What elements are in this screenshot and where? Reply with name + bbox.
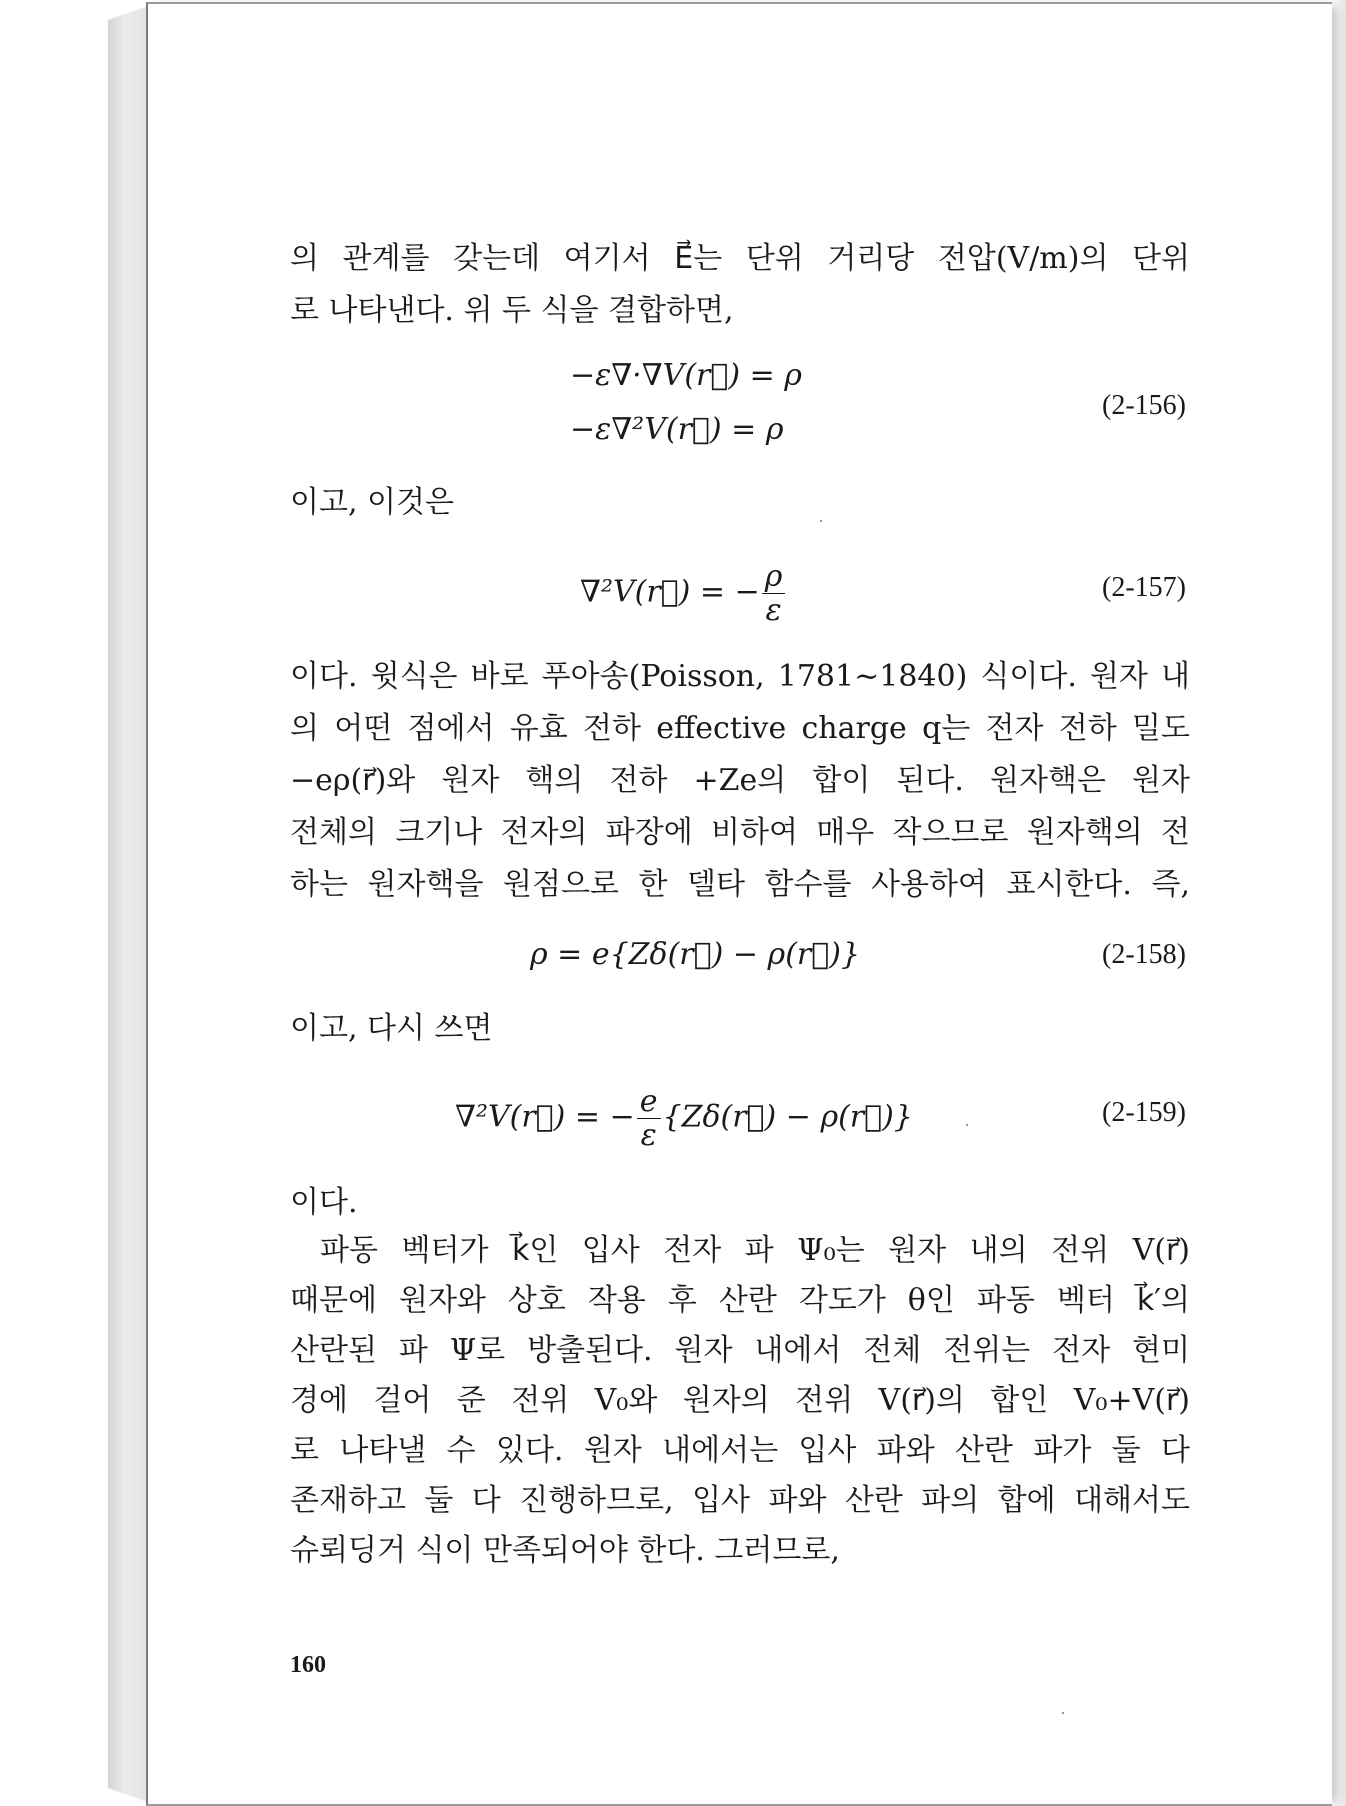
paragraph-line: −eρ(r⃗)와 원자 핵의 전하 +Ze의 합이 된다. 원자핵은 원자 xyxy=(290,763,1190,798)
equation-lhs: ∇²V(r⃗) = − xyxy=(455,1099,635,1135)
paragraph-line: 이고, 다시 쓰면 xyxy=(290,1011,493,1046)
page-number: 160 xyxy=(290,1652,326,1678)
paragraph-line: 이다. xyxy=(290,1185,358,1220)
fraction-numerator: ρ xyxy=(762,560,786,594)
paragraph-line: 이고, 이것은 xyxy=(290,485,454,520)
equation-2-156-line1: −ε∇·∇V(r⃗) = ρ xyxy=(570,358,802,393)
paragraph-line: 존재하고 둘 다 진행하므로, 입사 파와 산란 파의 합에 대해서도 xyxy=(290,1483,1190,1518)
equation-number: (2-157) xyxy=(1102,572,1186,603)
paragraph-line: 파동 벡터가 k⃗인 입사 전자 파 Ψ₀는 원자 내의 전위 V(r⃗) xyxy=(320,1233,1190,1268)
fraction-denominator: ε xyxy=(765,593,782,628)
equation-number: (2-158) xyxy=(1102,939,1186,970)
scan-speck xyxy=(820,520,822,522)
equation-number: (2-159) xyxy=(1102,1097,1186,1128)
paragraph-line: 슈뢰딩거 식이 만족되어야 한다. 그러므로, xyxy=(290,1533,840,1568)
equation-2-157 xyxy=(580,560,787,627)
paragraph-line: 의 관계를 갖는데 여기서 E⃗는 단위 거리당 전압(V/m)의 단위 xyxy=(290,241,1190,276)
paragraph-line: 산란된 파 Ψ로 방출된다. 원자 내에서 전체 전위는 전자 현미 xyxy=(290,1333,1190,1368)
paragraph-line: 경에 걸어 준 전위 V₀와 원자의 전위 V(r⃗)의 합인 V₀+V(r⃗) xyxy=(290,1383,1190,1418)
paragraph-line: 하는 원자핵을 원점으로 한 델타 함수를 사용하여 표시한다. 즉, xyxy=(290,867,1190,902)
fraction xyxy=(762,560,786,627)
equation-rhs: {Zδ(r⃗) − ρ(r⃗)} xyxy=(662,1099,913,1135)
paragraph-line: 이다. 윗식은 바로 푸아송(Poisson, 1781~1840) 식이다. 원자 내 xyxy=(290,659,1190,694)
equation-2-159 xyxy=(455,1085,913,1152)
equation-number: (2-156) xyxy=(1102,390,1186,421)
paragraph-line: 로 나타낸다. 위 두 식을 결합하면, xyxy=(290,293,734,328)
fraction-denominator: ε xyxy=(640,1118,657,1153)
equation-lhs: ∇²V(r⃗) = − xyxy=(580,574,760,610)
paragraph-line: 로 나타낼 수 있다. 원자 내에서는 입사 파와 산란 파가 둘 다 xyxy=(290,1433,1190,1468)
fraction-numerator: e xyxy=(637,1085,661,1119)
paragraph-line: 의 어떤 점에서 유효 전하 effective charge q는 전자 전하 밀도 xyxy=(290,711,1190,746)
paragraph-line: 때문에 원자와 상호 작용 후 산란 각도가 θ인 파동 벡터 k⃗′의 xyxy=(290,1283,1190,1318)
scan-speck xyxy=(1062,1712,1064,1714)
equation-2-156-line2: −ε∇²V(r⃗) = ρ xyxy=(570,412,784,447)
page-edge-shadow xyxy=(1332,0,1346,1806)
equation-2-158: ρ = e{Zδ(r⃗) − ρ(r⃗)} xyxy=(530,937,861,972)
paragraph-line: 전체의 크기나 전자의 파장에 비하여 매우 작으므로 원자핵의 전 xyxy=(290,815,1190,850)
scan-speck xyxy=(966,1124,968,1126)
fraction xyxy=(637,1085,661,1152)
book-spine xyxy=(108,6,148,1802)
